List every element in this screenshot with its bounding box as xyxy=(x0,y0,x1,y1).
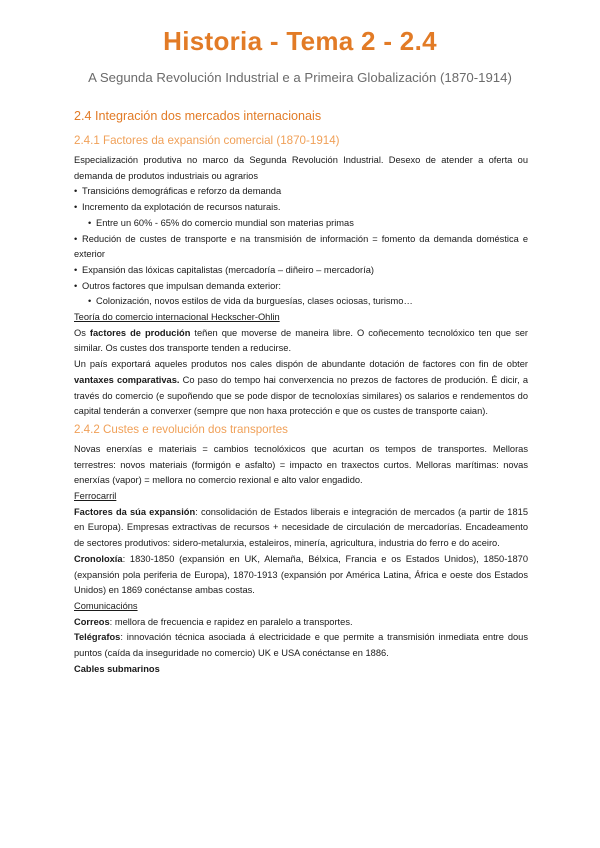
bullet-icon: • xyxy=(88,217,92,228)
transport-intro: Novas enerxías e materiais = cambios tecnolóxicos que acurtan os tempos de transportes. Melloras terrestres: novos materiais (formigón e asfalto) = impacto en traxectos curtos. Melloras marítimas: novas enerxías (vapor) = mellora no comercio rexional e alto valor engadido. xyxy=(74,443,528,486)
rail-title: Ferrocarril xyxy=(74,491,117,502)
bullet-item: • Outros factores que impulsan demanda exterior: xyxy=(74,279,528,295)
communications-title: Comunicacións xyxy=(74,600,138,611)
bullet-icon: • xyxy=(74,233,78,244)
rail-chronology: Cronoloxía: 1830-1850 (expansión en UK, Alemaña, Bélxica, Francia e os Estados Unidos), 1850-1870 (expansión pola periferia de Europa), 1870-1913 (expansión por América Latina, África e oeste dos Estados Unidos) en 1869 conéctanse ambas costas. xyxy=(74,553,528,596)
factors-intro: Especialización produtiva no marco da Segunda Revolución Industrial. Desexo de atender a oferta ou demanda de produtos industriais ou agrarios xyxy=(74,155,528,181)
theory-title: Teoría do comercio internacional Heckscher-Ohlin xyxy=(74,312,280,323)
rail-factors: Factores da súa expansión: consolidación de Estados liberais e integración de mercados (a partir de 1815 en Europa). Empresas extractivas de recursos + necesidade de circulación de mercadorías. Encadeamento de sectores produtivos: sidero-metalurxia, estaleiros, minería, agricultura, industria do ferro e do aceiro. xyxy=(74,506,528,549)
bullet-item: • Transicións demográficas e reforzo da demanda xyxy=(74,184,528,200)
mail-paragraph: Correos: mellora de frecuencia e rapidez en paralelo a transportes. xyxy=(74,616,353,627)
bullet-icon: • xyxy=(74,280,78,291)
bullet-icon: • xyxy=(74,202,78,213)
sub-bullet-item: • Colonización, novos estilos de vida da burguesías, clases ociosas, turismo… xyxy=(74,294,528,310)
telegraph-paragraph: Telégrafos: innovación técnica asociada á electricidade e que permite a transmisión inmediata entre dous puntos (caída da inseguridade no comercio) UK e USA conéctanse en 1886. xyxy=(74,632,528,659)
document-body xyxy=(74,108,528,678)
page-subtitle: A Segunda Revolución Industrial e a Primeira Globalización (1870-1914) xyxy=(88,70,512,85)
bullet-item: • Expansión das lóxicas capitalistas (mercadoría – diñeiro – mercadoría) xyxy=(74,263,528,279)
page-title: Historia - Tema 2 - 2.4 xyxy=(163,26,437,56)
theory-paragraph-2: Un país exportará aqueles produtos nos cales dispón de abundante dotación de factores con fin de obter vantaxes comparativas. Co paso do tempo hai converxencia no prezos de factores de produción. É dicir, a través do comercio (e supoñendo que se pode dispor de tecnoloxías similares) os salarios e rendementos do capital tenderán a converxer (sempre que non haxa protección e que os custes de transporte caian). xyxy=(74,359,528,417)
theory-paragraph-1: Os factores de produción teñen que moverse de maneira libre. O coñecemento tecnolóxico ten que ser similar. Os custes dos transporte tenden a reducirse. xyxy=(74,327,528,354)
section-heading: 2.4 Integración dos mercados internacionais xyxy=(74,109,322,123)
subsection-heading-factors: 2.4.1 Factores da expansión comercial (1870-1914) xyxy=(74,134,340,147)
bullet-icon: • xyxy=(74,186,78,197)
sub-bullet-item: • Entre un 60% - 65% do comercio mundial son materias primas xyxy=(74,216,528,232)
bullet-icon: • xyxy=(88,296,92,307)
bullet-icon: • xyxy=(74,264,78,275)
cables-heading: Cables submarinos xyxy=(74,663,160,674)
subsection-heading-transport: 2.4.2 Custes e revolución dos transportes xyxy=(74,422,288,436)
bullet-item: • Redución de custes de transporte e na transmisión de información = fomento da demanda doméstica e exterior xyxy=(74,233,528,260)
bullet-item: • Incremento da explotación de recursos naturais. xyxy=(74,200,528,216)
